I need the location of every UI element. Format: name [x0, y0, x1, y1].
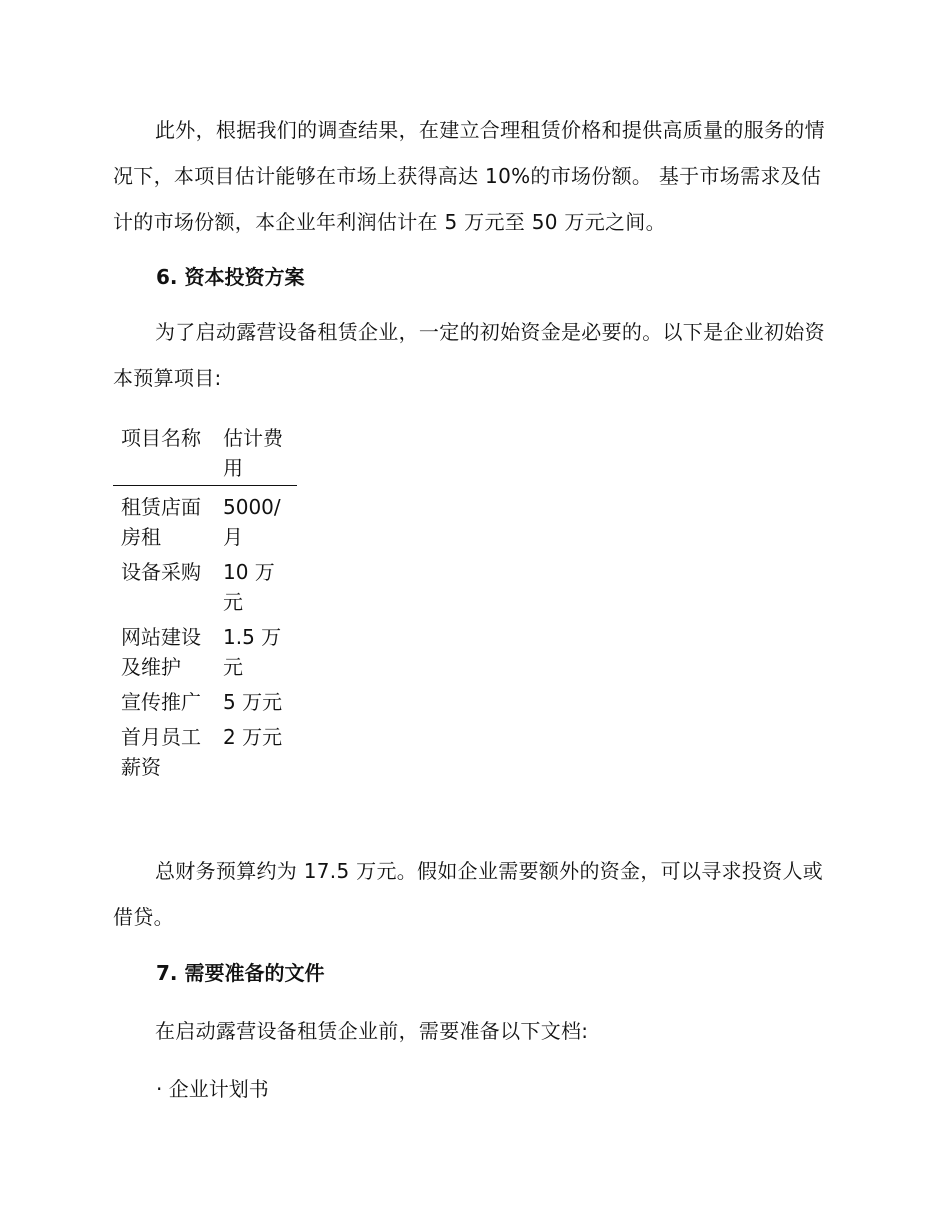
table-cell-item: 宣传推广	[121, 690, 201, 714]
table-cell-cost: 10 万元	[223, 560, 275, 614]
table-cell-item: 首月员工薪资	[121, 725, 201, 779]
table-row	[113, 486, 297, 558]
table-cell-cost: 5000/月	[223, 495, 281, 549]
table-cell-cost: 5 万元	[223, 690, 283, 714]
table-row	[113, 722, 297, 787]
heading-required-documents: 7. 需要准备的文件	[156, 961, 325, 985]
table-row	[113, 557, 297, 622]
paragraph-total-budget: 总财务预算约为 17.5 万元。假如企业需要额外的资金，可以寻求投资人或借贷。	[113, 859, 824, 929]
paragraph-documents-intro: 在启动露营设备租赁企业前，需要准备以下文档:	[155, 1019, 589, 1043]
paragraph-initial-capital: 为了启动露营设备租赁企业，一定的初始资金是必要的。以下是企业初始资本预算项目:	[113, 320, 825, 390]
table-cell-item: 网站建设及维护	[121, 625, 201, 679]
table-cell-cost: 2 万元	[223, 725, 283, 749]
heading-capital-investment: 6. 资本投资方案	[156, 265, 305, 289]
table-row	[113, 687, 297, 722]
table-cell-item: 设备采购	[121, 560, 201, 584]
bullet-business-plan: · 企业计划书	[156, 1077, 269, 1101]
table-cell-item: 租赁店面房租	[121, 495, 201, 549]
table-header-row	[113, 423, 297, 486]
paragraph-market-share: 此外，根据我们的调查结果，在建立合理租赁价格和提供高质量的服务的情况下，本项目估计能够在市场上获得高达 10%的市场份额。 基于市场需求及估计的市场份额，本企业年利润估计在 5 万元至 50 万元之间。	[113, 118, 825, 234]
budget-table	[113, 423, 297, 787]
table-cell-cost: 1.5 万元	[223, 625, 282, 679]
table-row	[113, 622, 297, 687]
table-header-cost: 估计费用	[215, 423, 297, 486]
table-header-item: 项目名称	[113, 423, 215, 486]
